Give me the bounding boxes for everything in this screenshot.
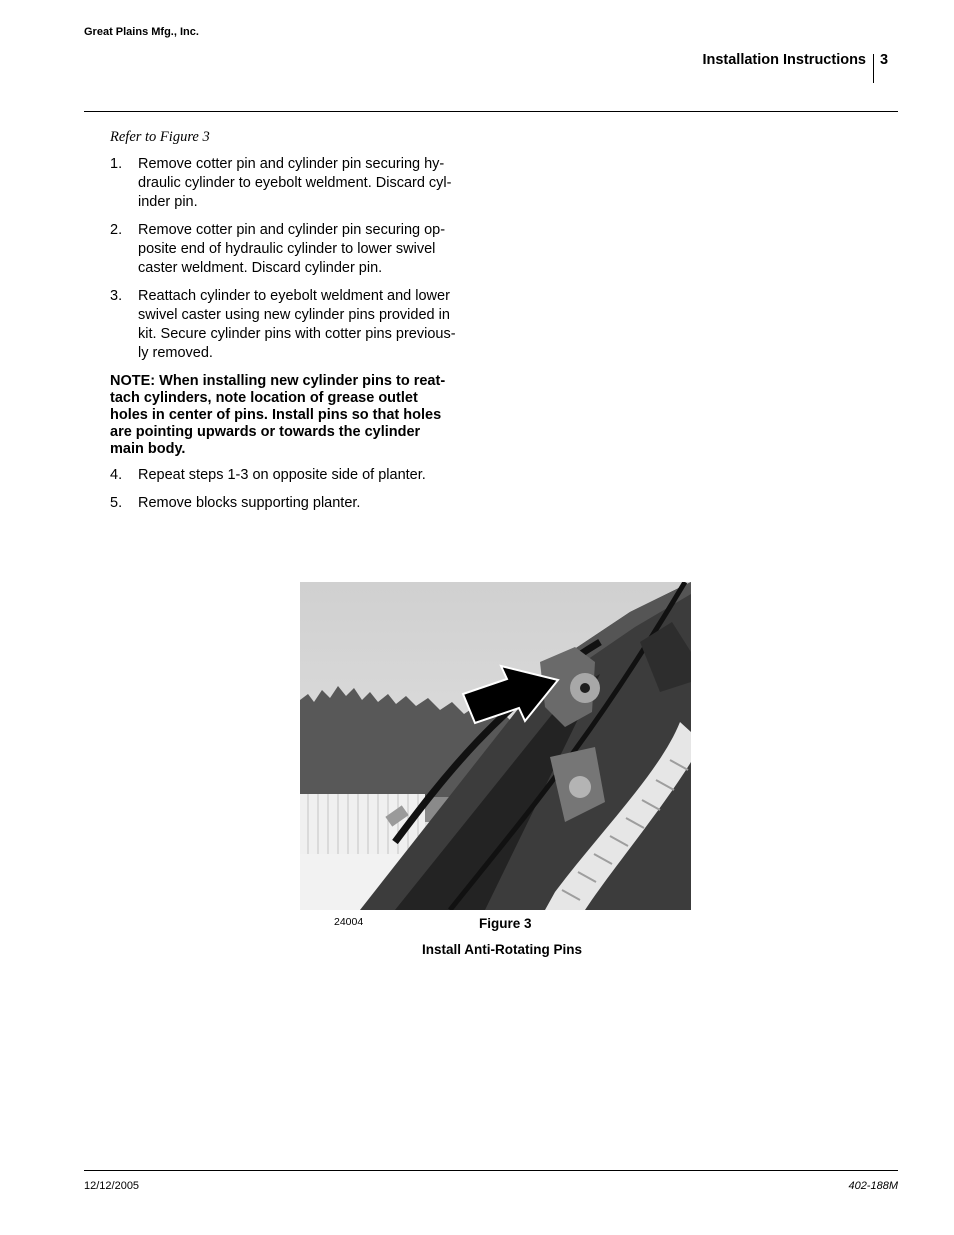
step-number: 3. [110, 288, 123, 304]
step-3 [110, 287, 476, 363]
figure-photo [300, 582, 691, 910]
document-number: 402-188M [848, 1180, 898, 1192]
step-text-line: inder pin. [138, 194, 198, 210]
figure-image-id: 24004 [334, 916, 364, 928]
company-name: Great Plains Mfg., Inc. [84, 26, 199, 38]
footer-date: 12/12/2005 [84, 1180, 140, 1192]
step-text-line: Remove cotter pin and cylinder pin securing op- [138, 222, 446, 238]
section-title: Installation Instructions [702, 52, 866, 68]
step-text-line: ly removed. [138, 345, 213, 361]
step-number: 5. [110, 495, 123, 511]
note-line: NOTE: When installing new cylinder pins to reat- [110, 373, 446, 389]
note-block [110, 373, 476, 458]
step-text-line: draulic cylinder to eyebolt weldment. Discard cyl- [138, 175, 452, 191]
instructions-column [110, 128, 476, 522]
step-number: 4. [110, 467, 123, 483]
page-number: 3 [880, 52, 889, 68]
figure-reference: Refer to Figure 3 [110, 129, 210, 145]
note-line: are pointing upwards or towards the cylinder [110, 424, 421, 440]
step-text-line: swivel caster using new cylinder pins provided in [138, 307, 450, 323]
header-rule [84, 111, 898, 112]
step-text-line: Reattach cylinder to eyebolt weldment and lower [138, 288, 450, 304]
figure-label: Figure 3 [479, 916, 532, 931]
note-line: holes in center of pins. Install pins so that holes [110, 407, 442, 423]
note-line: tach cylinders, note location of grease outlet [110, 390, 418, 406]
step-text-line: Remove cotter pin and cylinder pin securing hy- [138, 156, 445, 172]
step-1 [110, 155, 476, 212]
step-text-line: posite end of hydraulic cylinder to lower swivel [138, 241, 436, 257]
step-text-line: kit. Secure cylinder pins with cotter pins previous- [138, 326, 456, 342]
step-text-line: Remove blocks supporting planter. [138, 495, 361, 511]
step-text-line: caster weldment. Discard cylinder pin. [138, 260, 383, 276]
step-2 [110, 221, 476, 278]
step-4 [110, 466, 476, 485]
step-5 [110, 494, 476, 513]
note-line: main body. [110, 441, 186, 457]
header-divider [873, 54, 874, 83]
footer-rule [84, 1170, 898, 1171]
figure-caption: Install Anti-Rotating Pins [422, 942, 582, 957]
step-number: 2. [110, 222, 123, 238]
step-text-line: Repeat steps 1-3 on opposite side of planter. [138, 467, 426, 483]
step-number: 1. [110, 156, 123, 172]
